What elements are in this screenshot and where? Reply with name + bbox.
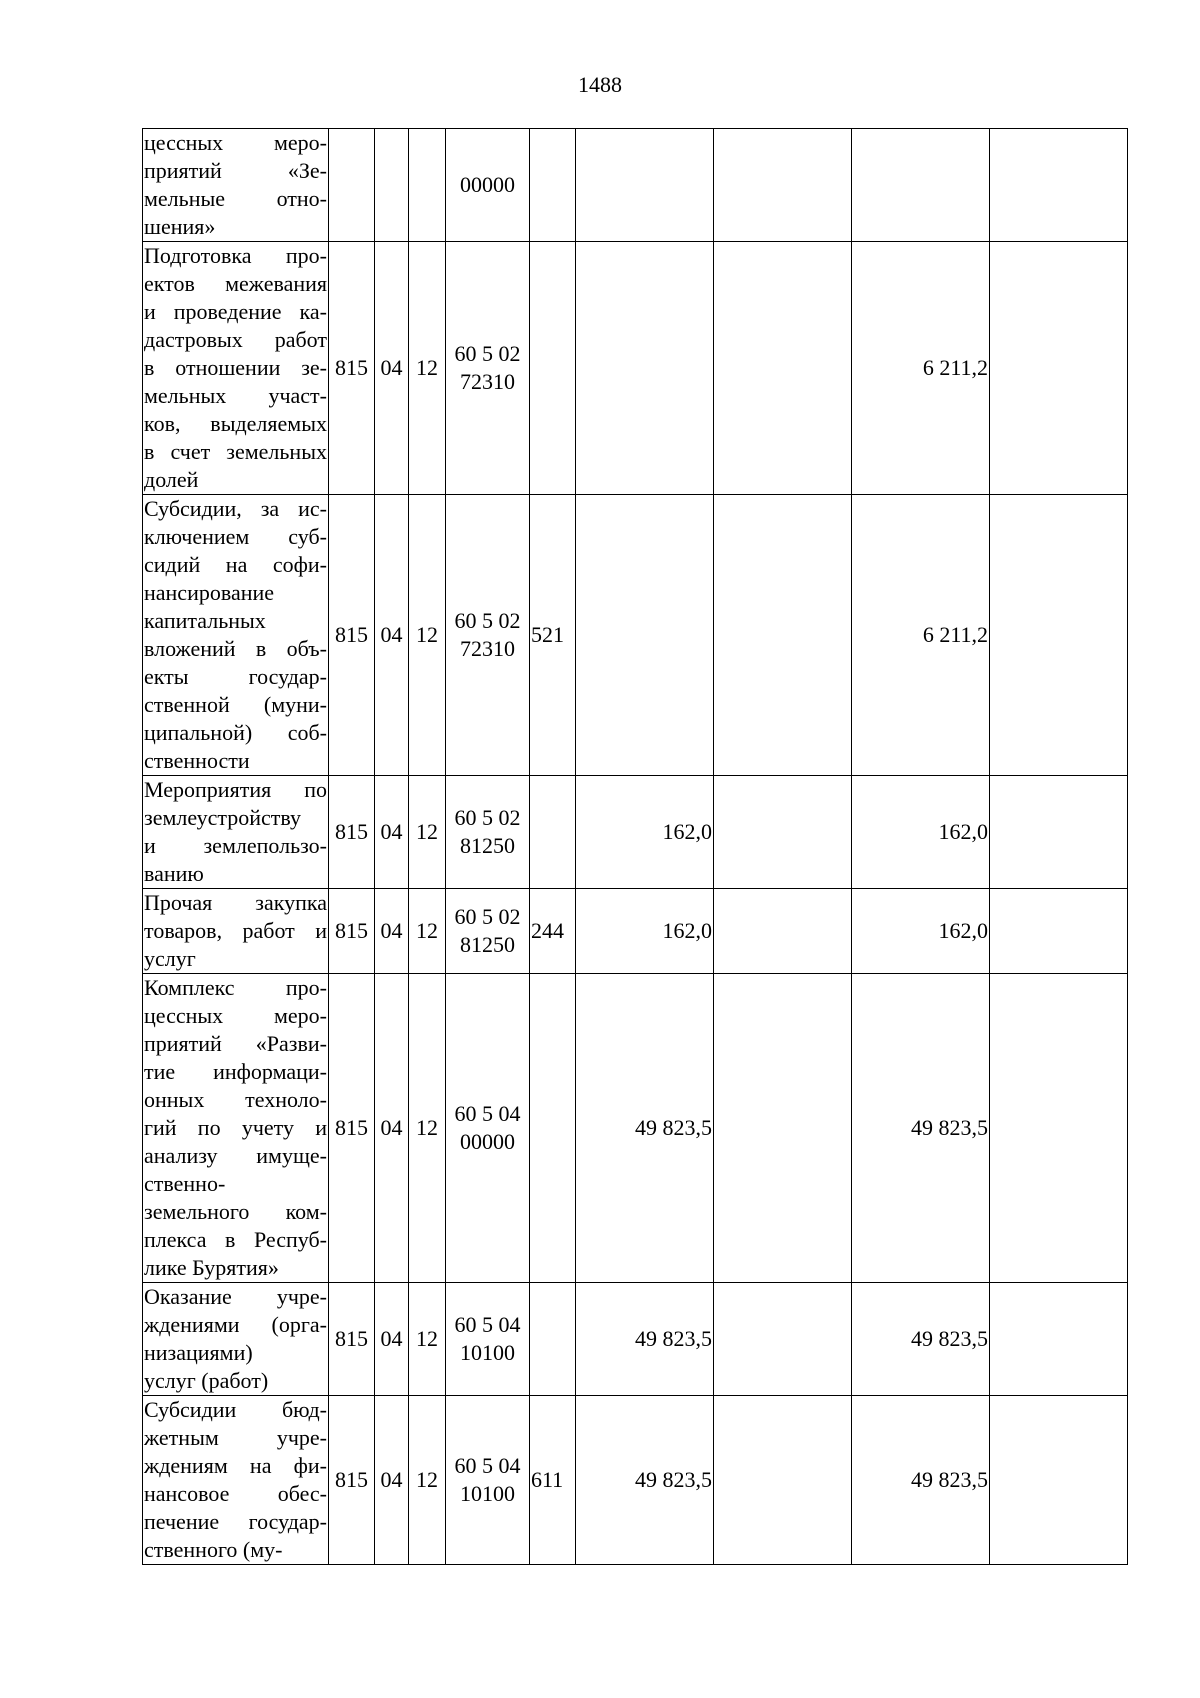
- amount-cell-col4: [990, 974, 1128, 1283]
- row-name-line: ванию: [144, 861, 204, 886]
- target-article-line: 10100: [460, 1340, 515, 1365]
- table-row: [143, 1396, 1128, 1565]
- row-name-line: ждениями (орга-: [144, 1312, 327, 1337]
- row-name-line: нансовое обес-: [144, 1481, 327, 1506]
- expense-kind-cell: 244: [530, 889, 576, 974]
- amount-cell-col4: [990, 242, 1128, 495]
- row-name-line: ектов межевания: [144, 271, 327, 296]
- row-name-line: Мероприятия по: [144, 777, 327, 802]
- target-article-line: 81250: [460, 932, 515, 957]
- section-code-cell: 04: [375, 242, 409, 495]
- row-name-line: вложений в объ-: [144, 636, 327, 661]
- amount-cell-col1: 162,0: [576, 889, 714, 974]
- target-article-line: 60 5 04: [454, 1453, 521, 1478]
- row-name-line: низациями): [144, 1340, 253, 1365]
- table-row: [143, 1283, 1128, 1396]
- row-name-line: ственности: [144, 748, 250, 773]
- row-name-line: нансирование: [144, 580, 275, 605]
- row-name-line: ственной (муни-: [144, 692, 327, 717]
- target-article-cell: [446, 1283, 530, 1396]
- row-name-line: Прочая закупка: [144, 890, 327, 915]
- target-article-line: 60 5 02: [454, 805, 521, 830]
- row-name-line: плекса в Респуб-: [144, 1227, 327, 1252]
- ministry-code-cell: 815: [329, 242, 375, 495]
- target-article-line: 60 5 02: [454, 341, 521, 366]
- row-name-line: Субсидии бюд-: [144, 1397, 327, 1422]
- amount-cell-col2: [714, 776, 852, 889]
- row-name-line: услуг: [144, 946, 196, 971]
- subsection-code-cell: [409, 129, 446, 242]
- row-name-line: сидий на софи-: [144, 552, 327, 577]
- row-name-line: дастровых работ: [144, 327, 327, 352]
- ministry-code-cell: 815: [329, 776, 375, 889]
- target-article-cell: [446, 242, 530, 495]
- amount-cell-col2: [714, 974, 852, 1283]
- row-name-line: тие информаци-: [144, 1059, 327, 1084]
- ministry-code-cell: 815: [329, 495, 375, 776]
- row-name-line: жетным учре-: [144, 1425, 327, 1450]
- ministry-code-cell: 815: [329, 974, 375, 1283]
- row-name-line: в отношении зе-: [144, 355, 327, 380]
- row-name-line: екты государ-: [144, 664, 327, 689]
- expense-kind-cell: 611: [530, 1396, 576, 1565]
- target-article-line: 00000: [460, 1129, 515, 1154]
- section-code-cell: 04: [375, 1396, 409, 1565]
- budget-table: [142, 128, 1128, 1565]
- ministry-code-cell: [329, 129, 375, 242]
- row-name-line: шения»: [144, 214, 216, 239]
- row-name-cell: [143, 974, 329, 1283]
- row-name-line: ственного (му-: [144, 1537, 283, 1562]
- row-name-line: приятий «Разви-: [144, 1031, 327, 1056]
- amount-cell-col1: [576, 242, 714, 495]
- row-name-line: Комплекс про-: [144, 975, 327, 1000]
- row-name-cell: [143, 776, 329, 889]
- amount-cell-col3: 162,0: [852, 889, 990, 974]
- target-article-line: 10100: [460, 1481, 515, 1506]
- table-row: [143, 495, 1128, 776]
- amount-cell-col2: [714, 1283, 852, 1396]
- target-article-cell: [446, 889, 530, 974]
- section-code-cell: 04: [375, 495, 409, 776]
- ministry-code-cell: 815: [329, 1283, 375, 1396]
- row-name-cell: [143, 242, 329, 495]
- expense-kind-cell: [530, 129, 576, 242]
- amount-cell-col4: [990, 129, 1128, 242]
- target-article-cell: [446, 974, 530, 1283]
- expense-kind-cell: [530, 242, 576, 495]
- row-name-line: цессных меро-: [144, 1003, 327, 1028]
- target-article-cell: [446, 495, 530, 776]
- amount-cell-col1: 49 823,5: [576, 974, 714, 1283]
- row-name-line: и проведение ка-: [144, 299, 327, 324]
- table-row: [143, 776, 1128, 889]
- table-row: [143, 242, 1128, 495]
- amount-cell-col4: [990, 1396, 1128, 1565]
- target-article-line: 00000: [460, 172, 515, 197]
- ministry-code-cell: 815: [329, 1396, 375, 1565]
- table-row: [143, 129, 1128, 242]
- row-name-line: гий по учету и: [144, 1115, 327, 1140]
- ministry-code-cell: 815: [329, 889, 375, 974]
- amount-cell-col1: 162,0: [576, 776, 714, 889]
- row-name-line: приятий «Зе-: [144, 158, 327, 183]
- amount-cell-col3: 6 211,2: [852, 242, 990, 495]
- amount-cell-col3: 49 823,5: [852, 1283, 990, 1396]
- subsection-code-cell: 12: [409, 1283, 446, 1396]
- target-article-line: 72310: [460, 636, 515, 661]
- amount-cell-col2: [714, 242, 852, 495]
- row-name-line: долей: [144, 467, 199, 492]
- row-name-cell: [143, 495, 329, 776]
- section-code-cell: [375, 129, 409, 242]
- target-article-line: 60 5 02: [454, 904, 521, 929]
- target-article-line: 72310: [460, 369, 515, 394]
- row-name-line: Подготовка про-: [144, 243, 327, 268]
- section-code-cell: 04: [375, 776, 409, 889]
- row-name-line: землеустройству: [144, 805, 302, 830]
- row-name-cell: [143, 1396, 329, 1565]
- subsection-code-cell: 12: [409, 242, 446, 495]
- subsection-code-cell: 12: [409, 889, 446, 974]
- target-article-cell: [446, 1396, 530, 1565]
- target-article-cell: [446, 776, 530, 889]
- row-name-line: ципальной) соб-: [144, 720, 327, 745]
- row-name-cell: [143, 129, 329, 242]
- amount-cell-col4: [990, 1283, 1128, 1396]
- target-article-line: 81250: [460, 833, 515, 858]
- amount-cell-col3: 49 823,5: [852, 1396, 990, 1565]
- amount-cell-col3: 162,0: [852, 776, 990, 889]
- amount-cell-col3: 49 823,5: [852, 974, 990, 1283]
- section-code-cell: 04: [375, 1283, 409, 1396]
- page-number: 1488: [578, 72, 622, 97]
- amount-cell-col2: [714, 889, 852, 974]
- subsection-code-cell: 12: [409, 776, 446, 889]
- row-name-line: цессных меро-: [144, 130, 327, 155]
- expense-kind-cell: [530, 1283, 576, 1396]
- row-name-cell: [143, 889, 329, 974]
- row-name-line: мельных участ-: [144, 383, 327, 408]
- amount-cell-col1: 49 823,5: [576, 1283, 714, 1396]
- target-article-line: 60 5 04: [454, 1101, 521, 1126]
- amount-cell-col1: [576, 495, 714, 776]
- amount-cell-col2: [714, 495, 852, 776]
- row-name-line: в счет земельных: [144, 439, 327, 464]
- amount-cell-col4: [990, 889, 1128, 974]
- row-name-line: онных техноло-: [144, 1087, 327, 1112]
- amount-cell-col3: 6 211,2: [852, 495, 990, 776]
- target-article-line: 60 5 02: [454, 608, 521, 633]
- subsection-code-cell: 12: [409, 974, 446, 1283]
- row-name-line: земельного ком-: [144, 1199, 327, 1224]
- expense-kind-cell: [530, 776, 576, 889]
- amount-cell-col1: [576, 129, 714, 242]
- expense-kind-cell: 521: [530, 495, 576, 776]
- amount-cell-col4: [990, 495, 1128, 776]
- subsection-code-cell: 12: [409, 1396, 446, 1565]
- row-name-line: товаров, работ и: [144, 918, 327, 943]
- subsection-code-cell: 12: [409, 495, 446, 776]
- target-article-line: 60 5 04: [454, 1312, 521, 1337]
- expense-kind-cell: [530, 974, 576, 1283]
- row-name-line: печение государ-: [144, 1509, 327, 1534]
- row-name-line: и землепользо-: [144, 833, 327, 858]
- amount-cell-col4: [990, 776, 1128, 889]
- amount-cell-col2: [714, 129, 852, 242]
- row-name-line: Субсидии, за ис-: [144, 496, 327, 521]
- section-code-cell: 04: [375, 889, 409, 974]
- row-name-line: ключением суб-: [144, 524, 327, 549]
- target-article-cell: [446, 129, 530, 242]
- row-name-line: анализу имуще-: [144, 1143, 327, 1168]
- row-name-line: лике Бурятия»: [144, 1255, 279, 1280]
- row-name-line: мельные отно-: [144, 186, 327, 211]
- table-row: [143, 889, 1128, 974]
- amount-cell-col1: 49 823,5: [576, 1396, 714, 1565]
- row-name-line: ственно-: [144, 1171, 226, 1196]
- table-row: [143, 974, 1128, 1283]
- row-name-cell: [143, 1283, 329, 1396]
- section-code-cell: 04: [375, 974, 409, 1283]
- row-name-line: услуг (работ): [144, 1368, 269, 1393]
- amount-cell-col2: [714, 1396, 852, 1565]
- row-name-line: ждениям на фи-: [144, 1453, 327, 1478]
- row-name-line: Оказание учре-: [144, 1284, 327, 1309]
- amount-cell-col3: [852, 129, 990, 242]
- row-name-line: капитальных: [144, 608, 266, 633]
- row-name-line: ков, выделяемых: [144, 411, 327, 436]
